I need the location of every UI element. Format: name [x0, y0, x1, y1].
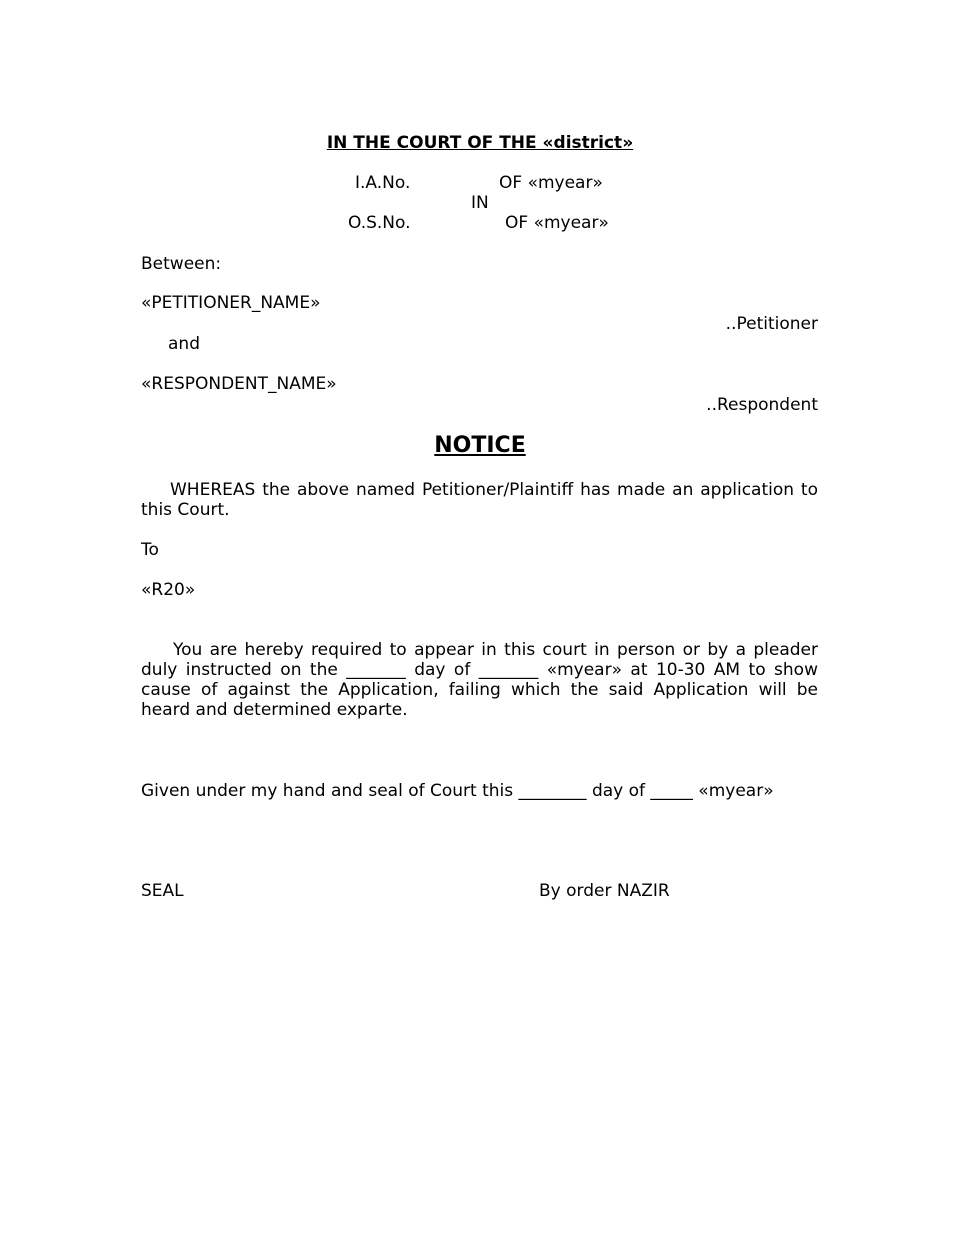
whereas-text: WHEREAS the above named Petitioner/Plaintiff has made an application to this Court. [141, 480, 818, 520]
ia-year: OF «myear» [499, 173, 603, 193]
given-under-hand: Given under my hand and seal of Court this ________ day of _____ «myear» [141, 781, 774, 801]
recipient: «R20» [141, 580, 196, 600]
whereas-paragraph [141, 480, 818, 520]
in-label: IN [471, 193, 489, 213]
seal-label: SEAL [141, 881, 184, 901]
petitioner-name: «PETITIONER_NAME» [141, 293, 321, 313]
between-label: Between: [141, 254, 222, 274]
respondent-name: «RESPONDENT_NAME» [141, 374, 337, 394]
os-number-label: O.S.No. [348, 213, 411, 233]
petitioner-role: ..Petitioner [725, 314, 818, 334]
and-label: and [168, 334, 200, 354]
order-nazir: By order NAZIR [539, 881, 670, 901]
ia-number-label: I.A.No. [355, 173, 411, 193]
notice-heading: NOTICE [434, 433, 526, 458]
to-label: To [141, 540, 159, 560]
os-year: OF «myear» [505, 213, 609, 233]
summons-paragraph [141, 640, 818, 720]
respondent-role: ..Respondent [706, 395, 818, 415]
court-title: IN THE COURT OF THE «district» [326, 133, 634, 153]
summons-text: You are hereby required to appear in this court in person or by a pleader duly instructed on the _______ day of _______ «myear» at 10-30 AM to show cause of against the Application, failing which the said Application will be heard and determined exparte. [141, 640, 818, 720]
